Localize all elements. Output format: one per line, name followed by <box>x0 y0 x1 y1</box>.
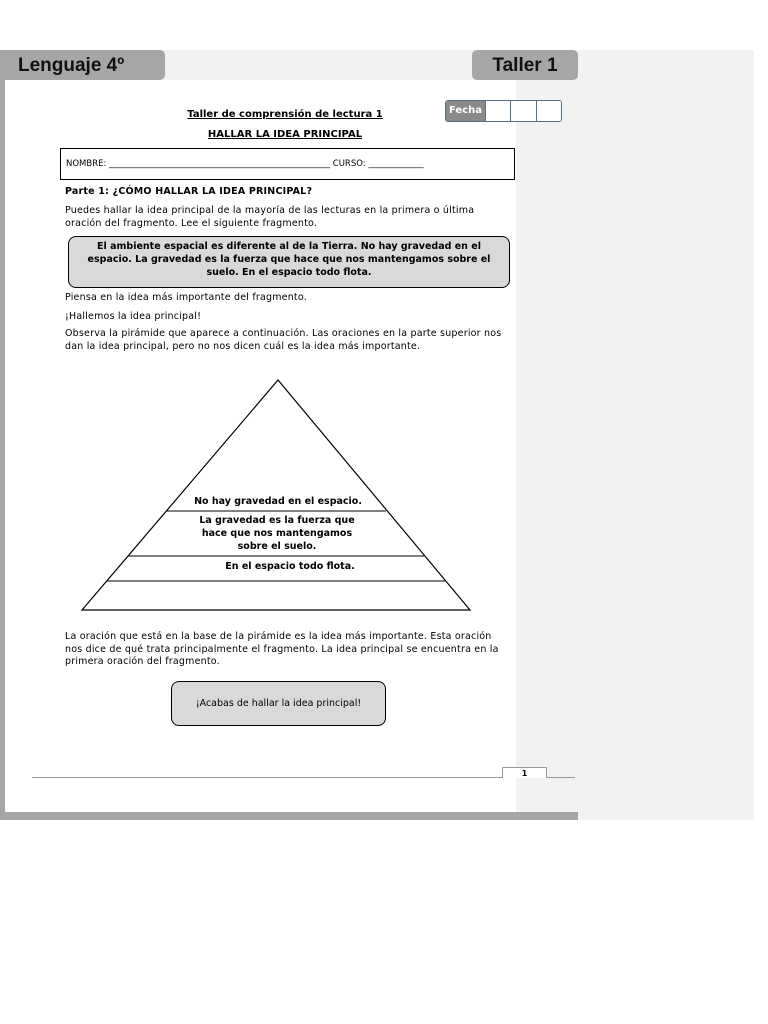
workshop-tab: Taller 1 <box>472 50 578 80</box>
date-day-box[interactable] <box>485 101 510 121</box>
observe-paragraph: Observa la pirámide que aparece a continuación. Las oraciones en la parte superior nos dan la idea principal, pero no nos dicen cuál es la idea más importante. <box>65 328 502 352</box>
footer-line <box>32 777 502 778</box>
pyramid-level-3: En el espacio todo flota. <box>225 561 355 572</box>
pyramid-level-2: La gravedad es la fuerza que hace que nos mantengamos sobre el suelo. <box>199 515 355 552</box>
completion-box: ¡Acabas de hallar la idea principal! <box>171 681 386 726</box>
part1-heading: Parte 1: ¿CÓMO HALLAR LA IDEA PRINCIPAL? <box>65 186 313 197</box>
subject-tab: Lenguaje 4º <box>0 50 165 80</box>
name-course-box[interactable]: NOMBRE: ____________________________________________________ CURSO: _____________ <box>60 148 515 180</box>
date-label: Fecha <box>446 101 485 121</box>
worksheet-title: Taller de comprensión de lectura 1 <box>187 109 383 120</box>
date-month-box[interactable] <box>510 101 535 121</box>
think-paragraph: Piensa en la idea más importante del fragmento. <box>65 292 307 303</box>
conclusion-paragraph: La oración que está en la base de la pirámide es la idea más importante. Esta oración nos dice de qué trata principalmente el fragmento. La idea principal se encuentra en la primera oración del fragmento. <box>65 631 499 667</box>
footer-line-right <box>547 777 575 778</box>
lets-find-paragraph: ¡Hallemos la idea principal! <box>65 311 202 322</box>
date-field <box>445 100 562 122</box>
pyramid-level-1: No hay gravedad en el espacio. <box>194 496 362 507</box>
text-fragment-box: El ambiente espacial es diferente al de la Tierra. No hay gravedad en el espacio. La gravedad es la fuerza que hace que nos mantengamos sobre el suelo. En el espacio todo flota. <box>68 236 510 288</box>
worksheet-subtitle: HALLAR LA IDEA PRINCIPAL <box>207 129 363 140</box>
page-number: 1 <box>502 767 547 778</box>
page-border-bottom <box>0 812 578 820</box>
intro-paragraph: Puedes hallar la idea principal de la mayoría de las lecturas en la primera o última oración del fragmento. Lee el siguiente fragmento. <box>65 205 475 229</box>
date-year-box[interactable] <box>536 101 561 121</box>
page-border-left <box>0 50 5 820</box>
